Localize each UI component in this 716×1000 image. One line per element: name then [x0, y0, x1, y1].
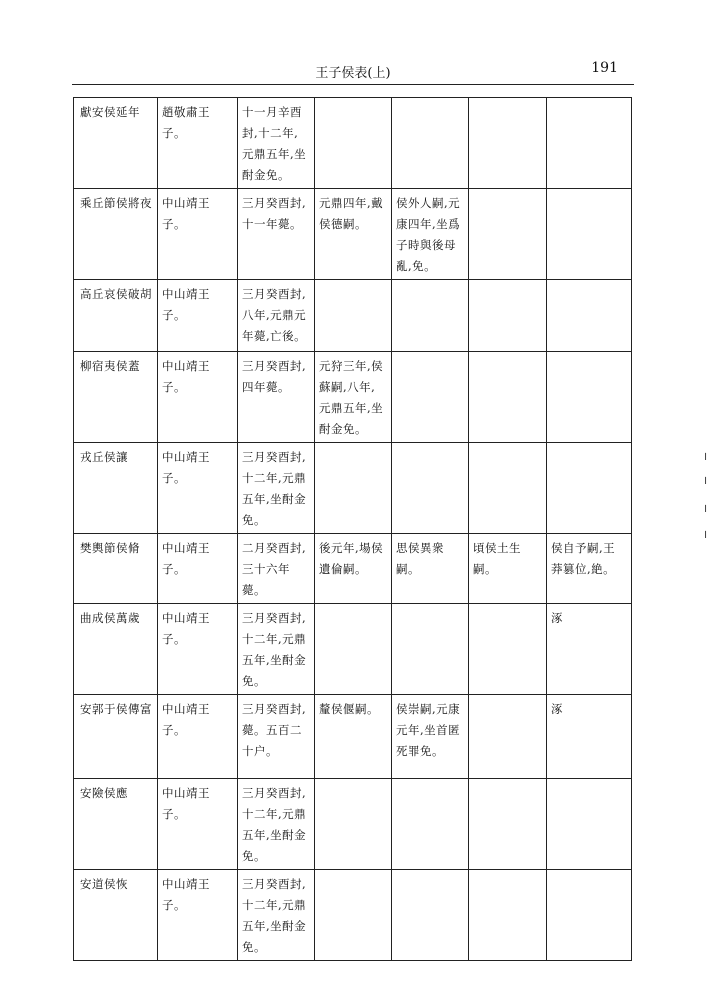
successor-cell	[315, 695, 392, 779]
enfeoffment-cell	[238, 443, 315, 534]
successor-3-cell	[469, 779, 547, 870]
successor-3-cell	[469, 443, 547, 534]
enfeoffment-cell	[238, 98, 315, 189]
successor-3-cell	[469, 695, 547, 779]
notes-cell	[547, 695, 632, 779]
cell-text: 侯自予嗣,王莽篡位,絶。	[551, 541, 616, 576]
cell-text: 中山靖王子。	[162, 287, 210, 322]
table-row	[74, 280, 632, 352]
name-cell	[74, 534, 158, 604]
page-header	[72, 60, 634, 82]
cell-text: 三月癸酉封,十二年,元鼎五年,坐酎金免。	[242, 786, 307, 863]
successor-2-cell	[392, 443, 469, 534]
enfeoffment-cell	[238, 695, 315, 779]
name-cell	[74, 189, 158, 280]
notes-cell	[547, 604, 632, 695]
successor-3-cell	[469, 604, 547, 695]
table-body	[74, 98, 632, 961]
cell-text: 釐侯偃嗣。	[319, 702, 379, 716]
cell-text: 中山靖王子。	[162, 196, 210, 231]
notes-cell	[547, 352, 632, 443]
cell-text: 獻安侯延年	[80, 105, 140, 119]
successor-3-cell	[469, 534, 547, 604]
name-cell	[74, 695, 158, 779]
cell-text: 三月癸酉封,四年薨。	[242, 359, 307, 394]
cell-text: 曲成侯萬歲	[80, 611, 140, 625]
successor-2-cell	[392, 189, 469, 280]
cell-text: 中山靖王子。	[162, 450, 210, 485]
cell-text: 侯崇嗣,元康元年,坐首匿死罪免。	[396, 702, 461, 758]
successor-cell	[315, 98, 392, 189]
cell-text: 涿	[551, 702, 563, 716]
cell-text: 二月癸酉封,三十六年薨。	[242, 541, 307, 597]
successor-cell	[315, 352, 392, 443]
name-cell	[74, 604, 158, 695]
successor-2-cell	[392, 604, 469, 695]
cell-text: 中山靖王子。	[162, 877, 210, 912]
lineage-cell	[158, 443, 238, 534]
margin-mark: ╷	[702, 446, 710, 460]
cell-text: 中山靖王子。	[162, 702, 210, 737]
cell-text: 安險侯應	[80, 786, 128, 800]
notes-cell	[547, 870, 632, 961]
successor-cell	[315, 280, 392, 352]
cell-text: 侯外人嗣,元康四年,坐爲子時與後母亂,免。	[396, 196, 461, 273]
notes-cell	[547, 534, 632, 604]
cell-text: 元鼎四年,戴侯德嗣。	[319, 196, 384, 231]
table-row	[74, 779, 632, 870]
successor-cell	[315, 443, 392, 534]
cell-text: 中山靖王子。	[162, 541, 210, 576]
notes-cell	[547, 98, 632, 189]
cell-text: 戎丘侯讓	[80, 450, 128, 464]
notes-cell	[547, 443, 632, 534]
cell-text: 涿	[551, 611, 563, 625]
page-number: 191	[591, 60, 618, 76]
table-row	[74, 443, 632, 534]
successor-3-cell	[469, 870, 547, 961]
lineage-cell	[158, 280, 238, 352]
cell-text: 思侯異衆嗣。	[396, 541, 444, 576]
enfeoffment-cell	[238, 604, 315, 695]
cell-text: 中山靖王子。	[162, 786, 210, 821]
cell-text: 高丘哀侯破胡	[80, 287, 152, 301]
enfeoffment-cell	[238, 534, 315, 604]
page-title: 王子侯表(上)	[315, 66, 391, 81]
table-row	[74, 534, 632, 604]
successor-cell	[315, 189, 392, 280]
cell-text: 三月癸酉封,十二年,元鼎五年,坐酎金免。	[242, 611, 307, 688]
notes-cell	[547, 280, 632, 352]
cell-text: 三月癸酉封,薨。五百二十户。	[242, 702, 307, 758]
table-row	[74, 189, 632, 280]
cell-text: 後元年,場侯遺倫嗣。	[319, 541, 384, 576]
name-cell	[74, 443, 158, 534]
enfeoffment-cell	[238, 870, 315, 961]
name-cell	[74, 870, 158, 961]
notes-cell	[547, 779, 632, 870]
margin-mark: ╷	[702, 498, 710, 512]
name-cell	[74, 352, 158, 443]
table-row	[74, 352, 632, 443]
successor-2-cell	[392, 98, 469, 189]
successor-2-cell	[392, 280, 469, 352]
successor-3-cell	[469, 189, 547, 280]
table-row	[74, 604, 632, 695]
enfeoffment-cell	[238, 779, 315, 870]
cell-text: 三月癸酉封,十一年薨。	[242, 196, 307, 231]
name-cell	[74, 779, 158, 870]
successor-cell	[315, 779, 392, 870]
successor-cell	[315, 604, 392, 695]
lineage-cell	[158, 779, 238, 870]
lineage-cell	[158, 870, 238, 961]
name-cell	[74, 98, 158, 189]
successor-3-cell	[469, 280, 547, 352]
cell-text: 樊輿節侯脩	[80, 541, 140, 555]
successor-cell	[315, 870, 392, 961]
table-row	[74, 695, 632, 779]
lineage-cell	[158, 352, 238, 443]
cell-text: 三月癸酉封,十二年,元鼎五年,坐酎金免。	[242, 877, 307, 954]
successor-2-cell	[392, 534, 469, 604]
lineage-cell	[158, 534, 238, 604]
notes-cell	[547, 189, 632, 280]
header-rule	[72, 84, 634, 85]
enfeoffment-cell	[238, 189, 315, 280]
enfeoffment-cell	[238, 280, 315, 352]
lineage-cell	[158, 189, 238, 280]
cell-text: 頃侯土生嗣。	[473, 541, 521, 576]
lineage-cell	[158, 98, 238, 189]
cell-text: 十一月辛酉封,十二年,元鼎五年,坐酎金免。	[242, 105, 307, 182]
successor-2-cell	[392, 870, 469, 961]
margin-mark: ╷	[702, 470, 710, 484]
successor-3-cell	[469, 98, 547, 189]
name-cell	[74, 280, 158, 352]
cell-text: 中山靖王子。	[162, 611, 210, 646]
cell-text: 趙敬肅王子。	[162, 105, 210, 140]
table-row	[74, 98, 632, 189]
successor-2-cell	[392, 352, 469, 443]
marquis-table	[73, 97, 632, 961]
successor-2-cell	[392, 695, 469, 779]
cell-text: 中山靖王子。	[162, 359, 210, 394]
successor-3-cell	[469, 352, 547, 443]
cell-text: 柳宿夷侯蓋	[80, 359, 140, 373]
enfeoffment-cell	[238, 352, 315, 443]
table-row	[74, 870, 632, 961]
cell-text: 元狩三年,侯蘇嗣,八年,元鼎五年,坐酎金免。	[319, 359, 384, 436]
cell-text: 乘丘節侯將夜	[80, 196, 152, 210]
cell-text: 三月癸酉封,十二年,元鼎五年,坐酎金免。	[242, 450, 307, 527]
margin-mark: ╷	[702, 524, 710, 538]
cell-text: 安道侯恢	[80, 877, 128, 891]
successor-2-cell	[392, 779, 469, 870]
cell-text: 三月癸酉封,八年,元鼎元年薨,亡後。	[242, 287, 307, 343]
successor-cell	[315, 534, 392, 604]
lineage-cell	[158, 695, 238, 779]
lineage-cell	[158, 604, 238, 695]
cell-text: 安郭于侯傳富	[80, 702, 152, 716]
